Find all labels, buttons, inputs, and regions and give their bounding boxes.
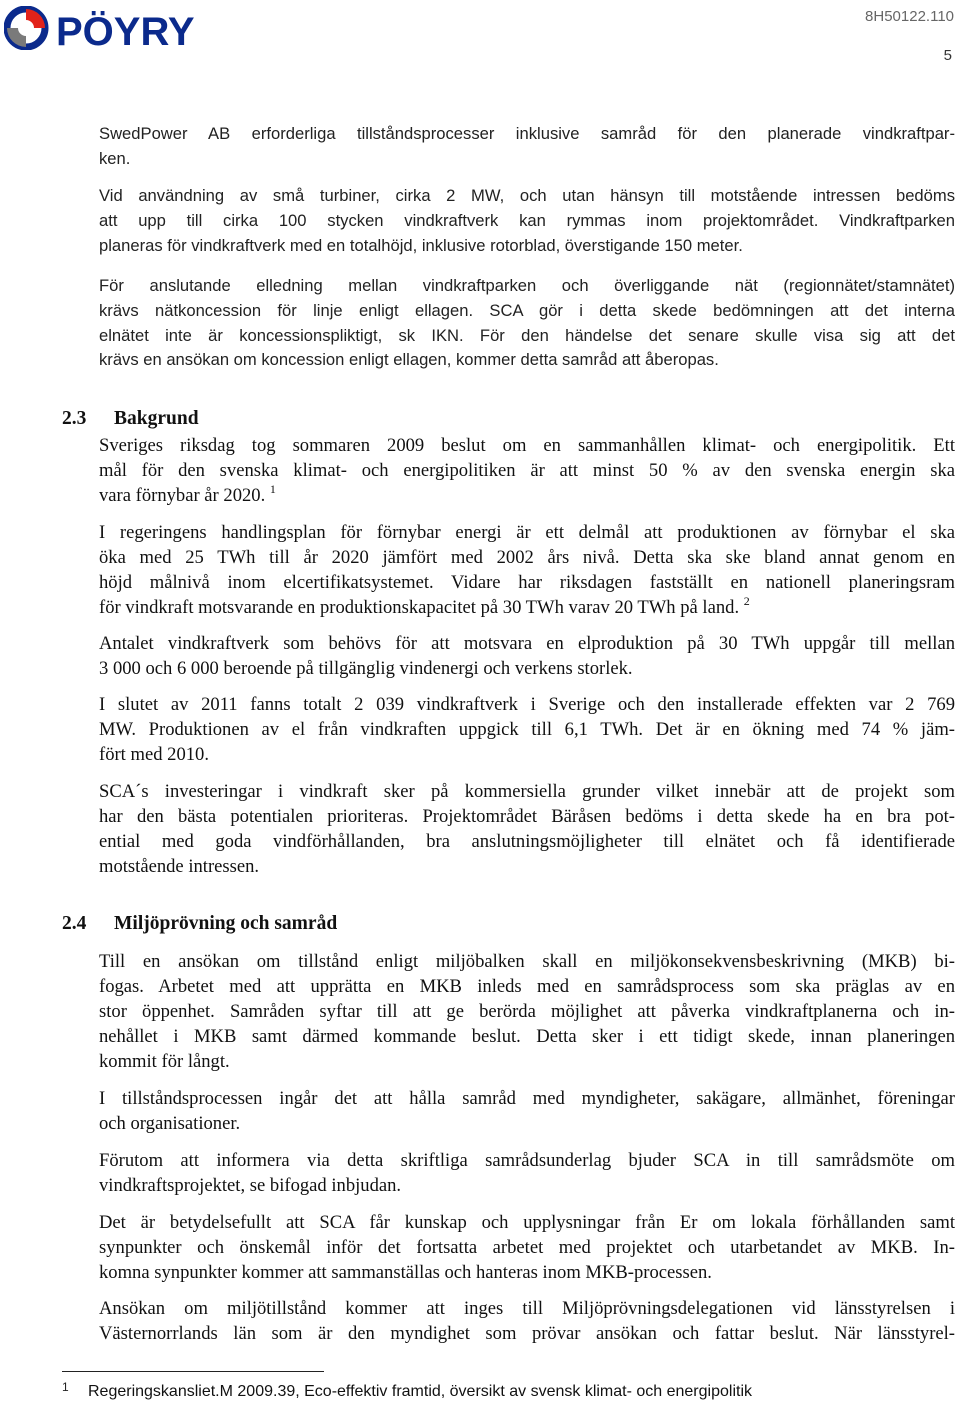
- text-line: SwedPower AB erforderliga tillståndsprocesser inklusive samråd för den planerade vindkraftpar-: [99, 124, 955, 143]
- text-line: komna synpunkter kommer att sammanställas och hanteras inom MKB-processen.: [99, 1262, 712, 1283]
- text-line: mål för den svenska klimat- och energipolitiken är att minst 50 % av den svenska energin ska: [99, 460, 955, 481]
- text-line: nehållet i MKB samt därmed kommande beslut. Detta sker i ett tidigt skede, innan planeringen: [99, 1026, 955, 1047]
- text-line: ential med goda vindförhållanden, bra anslutningsmöjligheter till elnätet och få identifierade: [99, 831, 955, 852]
- s24-paragraph-1: [99, 949, 955, 1074]
- text-line: För anslutande elledning mellan vindkraftparken och överliggande nät (regionnätet/stamnätet): [99, 276, 955, 295]
- text-line: Antalet vindkraftverk som behövs för att motsvara en elproduktion på 30 TWh uppgår till mellan: [99, 633, 955, 654]
- section-heading-2-3: [62, 408, 462, 434]
- text-line: vindkraftsprojektet, se bifogad inbjudan.: [99, 1175, 402, 1196]
- text-line: och organisationer.: [99, 1113, 241, 1134]
- text-line: synpunkter och önskemål inför det fortsatta arbetet med projektet och utarbetandet av MKB. In-: [99, 1237, 955, 1258]
- section-heading-2-4: [62, 913, 562, 939]
- s24-paragraph-2: [99, 1086, 955, 1136]
- text-line: ken.: [99, 148, 131, 168]
- text-run: vara förnybar år 2020.: [99, 485, 266, 506]
- text-line: Det är betydelsefullt att SCA får kunskap och upplysningar från Er om lokala förhållanden samt: [99, 1212, 955, 1233]
- text-line: Sveriges riksdag tog sommaren 2009 beslut om en sammanhållen klimat- och energipolitik. Ett: [99, 435, 955, 456]
- text-line: I regeringens handlingsplan för förnybar energi är ett delmål att produktionen av förnybar el ska: [99, 522, 955, 543]
- poyry-logo-graphic: [4, 6, 244, 50]
- text-line: MW. Produktionen av el från vindkraften uppgick till 6,1 TWh. Det är en ökning med 74 % jäm-: [99, 719, 955, 740]
- footnote-reference[interactable]: 1: [269, 482, 276, 496]
- text-line: [99, 595, 955, 620]
- text-line: kommit för långt.: [99, 1051, 230, 1072]
- text-line: att upp till cirka 100 stycken vindkraftverk kan rymmas inom projektområdet. Vindkraftparken: [99, 210, 955, 230]
- logo-wordmark: PÖYRY: [56, 10, 195, 50]
- text-line: Vid användning av små turbiner, cirka 2 MW, och utan hänsyn till motstående intressen bedöms: [99, 186, 955, 205]
- text-line: [99, 483, 955, 508]
- s23-paragraph-2: [99, 520, 955, 620]
- page-number: 5: [943, 47, 952, 64]
- s23-paragraph-1: [99, 433, 955, 508]
- s24-paragraph-3: [99, 1148, 955, 1198]
- section-title: Miljöprövning och samråd: [114, 913, 338, 934]
- text-run: för vindkraft motsvarande en produktionskapacitet på 30 TWh varav 20 TWh på land.: [99, 597, 740, 618]
- s23-paragraph-4: [99, 692, 955, 767]
- poyry-logo: [4, 6, 244, 50]
- s24-paragraph-4: [99, 1210, 955, 1285]
- text-line: har den bästa potentialen prioriteras. Projektområdet Bäråsen bedöms i detta skede ha en bra pot-: [99, 806, 955, 827]
- text-line: fogas. Arbetet med att upprätta en MKB inleds med en samrådsprocess som ska präglas av en: [99, 976, 955, 997]
- section-number: 2.4: [62, 913, 87, 934]
- s24-paragraph-5: [99, 1296, 955, 1346]
- text-line: höjd målnivå inom elcertifikatsystemet. Vidare har riksdagen fastställt en nationell planeringsram: [99, 572, 955, 593]
- footnote-text: Regeringskansliet.M 2009.39, Eco-effektiv framtid, översikt av svensk klimat- och energipolitik: [88, 1383, 752, 1400]
- footnote-reference[interactable]: 2: [743, 594, 750, 608]
- text-line: öka med 25 TWh till år 2020 jämfört med 2002 års nivå. Detta ska ske bland annat genom en: [99, 547, 955, 568]
- text-line: SCA´s investeringar i vindkraft sker på kommersiella grunder vilket innebär att de projekt som: [99, 781, 955, 802]
- text-line: krävs en ansökan om koncession enligt ellagen, kommer detta samråd att åberopas.: [99, 350, 719, 370]
- s23-paragraph-3: [99, 631, 955, 681]
- text-line: elnätet inte är koncessionspliktigt, sk IKN. För den händelse det senare skulle visa sig att det: [99, 325, 955, 345]
- text-line: I tillståndsprocessen ingår det att hålla samråd med myndigheter, sakägare, allmänhet, föreningar: [99, 1088, 955, 1109]
- text-line: krävs nätkoncession för linje enligt ellagen. SCA gör i detta skede bedömningen att det interna: [99, 300, 955, 320]
- text-line: stor öppenhet. Samråden syftar till att ge berörda möjlighet att påverka vindkraftplanerna och in-: [99, 1001, 955, 1022]
- text-line: Ansökan om miljötillstånd kommer att inges till Miljöprövningsdelegationen vid länsstyrelsen i: [99, 1298, 955, 1319]
- text-line: fört med 2010.: [99, 744, 209, 765]
- section-number: 2.3: [62, 408, 87, 429]
- text-line: motstående intressen.: [99, 856, 260, 877]
- intro-paragraph-2: [99, 184, 955, 258]
- text-line: Till en ansökan om tillstånd enligt miljöbalken skall en miljökonsekvensbeskrivning (MKB) bi-: [99, 951, 955, 972]
- text-line: Västernorrlands län som är den myndighet som prövar ansökan och fattar beslut. När länsstyrel-: [99, 1323, 955, 1344]
- intro-paragraph-1: [99, 122, 955, 172]
- document-number: 8H50122.110: [865, 8, 954, 25]
- section-title: Bakgrund: [114, 408, 199, 429]
- text-line: 3 000 och 6 000 beroende på tillgänglig vindenergi och verkens storlek.: [99, 658, 633, 679]
- footnote-mark: 1: [62, 1380, 69, 1394]
- footnote-separator: [62, 1371, 324, 1372]
- text-line: Förutom att informera via detta skriftliga samrådsunderlag bjuder SCA in till samrådsmöte om: [99, 1150, 955, 1171]
- s23-paragraph-5: [99, 779, 955, 879]
- text-line: planeras för vindkraftverk med en totalhöjd, inklusive rotorblad, överstigande 150 meter.: [99, 235, 743, 255]
- text-line: I slutet av 2011 fanns totalt 2 039 vindkraftverk i Sverige och den installerade effekten var 2 769: [99, 694, 955, 715]
- intro-paragraph-3: [99, 274, 955, 373]
